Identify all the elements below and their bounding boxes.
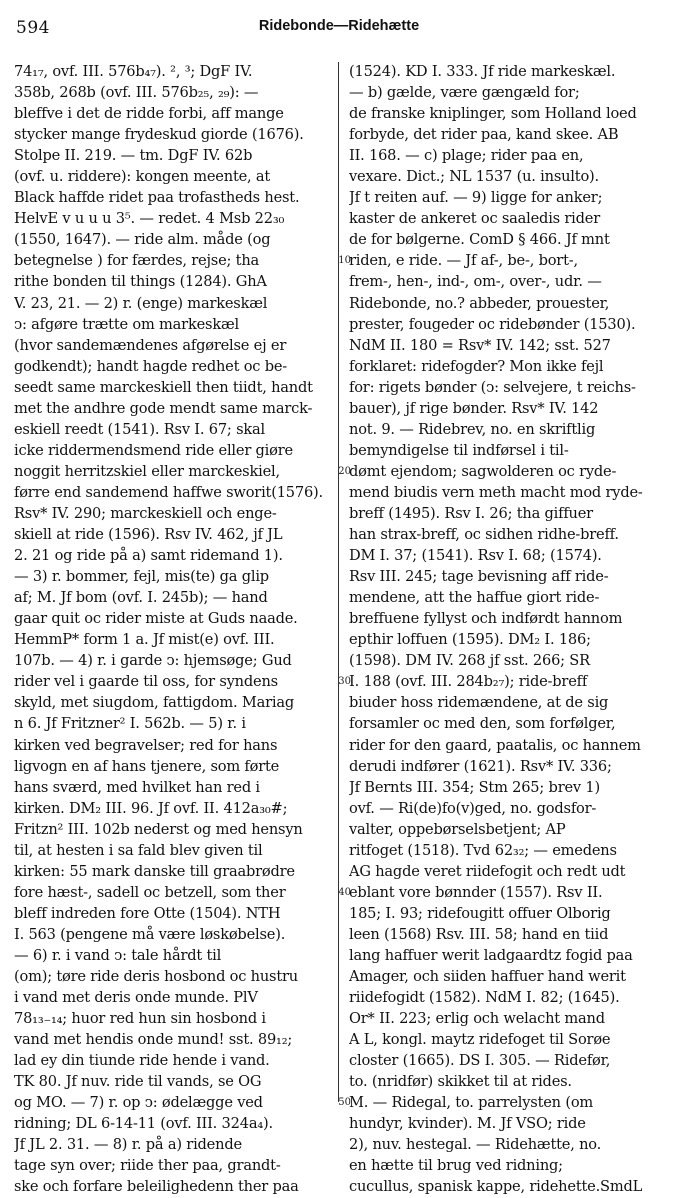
- right-column-line: AG hagde veret riidefogit och redt udt: [349, 862, 626, 880]
- right-column-line: — b) gælde, være gængæld for;: [349, 84, 580, 102]
- left-column-line: I. 563 (pengene må være løskøbelse).: [14, 925, 286, 943]
- left-column-line: ridning; DL 6-14-11 (ovf. III. 324a₄).: [14, 1115, 273, 1133]
- right-column-line: leen (1568) Rsv. III. 58; hand en tiid: [349, 925, 609, 943]
- right-column-line: valter, oppebørselsbetjent; AP: [349, 820, 566, 838]
- right-column-line: bauer), jf rige bønder. Rsv* IV. 142: [349, 399, 599, 417]
- right-column-line: Jf t reiten auf. — 9) ligge for anker;: [349, 189, 603, 207]
- left-column-line: lad ey din tiunde ride hende i vand.: [14, 1052, 270, 1070]
- line-number-marker: 10: [338, 255, 351, 267]
- right-column-line: hundyr, kvinder). M. Jf VSO; ride: [349, 1115, 586, 1133]
- right-column-line: vexare. Dict.; NL 1537 (u. insulto).: [349, 168, 599, 186]
- left-column-line: rithe bonden til things (1284). GhA: [14, 273, 267, 291]
- right-column-line: frem-, hen-, ind-, om-, over-, udr. —: [349, 273, 602, 291]
- left-column-line: icke riddermendsmend ride eller giøre: [14, 441, 293, 459]
- left-column-line: ske och forfare beleilighedenn ther paa: [14, 1178, 299, 1196]
- left-column-line: til, at hesten i sa fald blev given til: [14, 841, 263, 859]
- right-column-line: forbyde, det rider paa, kand skee. AB: [349, 126, 619, 144]
- left-column-line: rider vel i gaarde til oss, for syndens: [14, 673, 278, 691]
- left-column-line: kirken: 55 mark danske till graabrødre: [14, 862, 295, 880]
- right-column-line: de for bølgerne. ComD § 466. Jf mnt: [349, 231, 610, 249]
- left-column-line: 78₁₃₋₁₄; huor red hun sin hosbond i: [14, 1010, 266, 1028]
- left-column-line: seedt same marckeskiell then tiidt, handt: [14, 378, 313, 396]
- right-column-line: forklaret: ridefogder? Mon ikke fejl: [349, 357, 604, 375]
- left-column-line: bleff indreden fore Otte (1504). NTH: [14, 904, 281, 922]
- left-column-line: gaar quit oc rider miste at Guds naade.: [14, 610, 298, 628]
- right-column-line: A L, kongl. maytz ridefoget til Sorøe: [349, 1031, 611, 1049]
- left-column-line: — 6) r. i vand ↄ: tale hårdt til: [14, 946, 222, 964]
- right-column-line: Amager, och siiden haffuer hand werit: [349, 968, 626, 986]
- left-column-line: — 3) r. bommer, fejl, mis(te) ga glip: [14, 568, 269, 586]
- right-column-line: han strax-breff, oc sidhen ridhe-breff.: [349, 526, 619, 544]
- right-column-line: 185; I. 93; ridefougitt offuer Olborig: [349, 904, 611, 922]
- right-column-line: epthir loffuen (1595). DM₂ I. 186;: [349, 631, 591, 649]
- right-column-line: lang haffuer werit ladgaardtz fogid paa: [349, 946, 633, 964]
- left-column-line: (1550, 1647). — ride alm. måde (og: [14, 231, 271, 249]
- left-column-line: Fritzn² III. 102b nederst og med hensyn: [14, 820, 303, 838]
- right-column-line: (1598). DM IV. 268 jf sst. 266; SR: [349, 652, 590, 670]
- left-column-line: 107b. — 4) r. i garde ↄ: hjemsøge; Gud: [14, 652, 292, 670]
- left-column-line: og MO. — 7) r. op ↄ: ødelægge ved: [14, 1094, 263, 1112]
- left-column-line: ligvogn en af hans tjenere, som førte: [14, 757, 280, 775]
- right-column-line: mendene, att the haffue giort ride-: [349, 589, 600, 607]
- left-column-line: bleffve i det de ridde forbi, aff mange: [14, 105, 284, 123]
- left-column-line: tage syn over; riide ther paa, grandt-: [14, 1157, 281, 1175]
- left-column-line: skiell at ride (1596). Rsv IV. 462, jf JL: [14, 526, 283, 544]
- left-column-line: kirken. DM₂ III. 96. Jf ovf. II. 412a₃₀#;: [14, 799, 288, 817]
- left-column-line: 2. 21 og ride på a) samt ridemand 1).: [14, 547, 283, 565]
- right-column-line: derudi indfører (1621). Rsv* IV. 336;: [349, 757, 612, 775]
- right-column-line: DM I. 37; (1541). Rsv I. 68; (1574).: [349, 547, 602, 565]
- left-column: [14, 61, 330, 1198]
- left-column-line: i vand met deris onde munde. PlV: [14, 989, 258, 1007]
- left-column-line: ↄ: afgøre trætte om markeskæl: [14, 315, 239, 333]
- left-column-line: Rsv* IV. 290; marckeskiell och enge-: [14, 504, 277, 522]
- left-column-line: Black haffde ridet paa trofastheds hest.: [14, 189, 300, 207]
- left-column-line: godkendt); handt hagde redhet oc be-: [14, 357, 288, 375]
- left-column-line: (hvor sandemændenes afgørelse ej er: [14, 336, 287, 354]
- right-column-line: Jf Bernts III. 354; Stm 265; brev 1): [349, 778, 600, 796]
- right-column-line: forsamler oc med den, som forfølger,: [349, 715, 616, 733]
- left-column-line: fore hæst-, sadell oc betzell, som ther: [14, 883, 286, 901]
- right-column-line: bemyndigelse til indførsel i til-: [349, 441, 569, 459]
- left-column-line: V. 23, 21. — 2) r. (enge) markeskæl: [14, 294, 268, 312]
- right-column-line: riidefogidt (1582). NdM I. 82; (1645).: [349, 989, 620, 1007]
- running-head: Ridebonde—Ridehætte: [258, 18, 420, 34]
- right-column-line: en hætte til brug ved ridning;: [349, 1157, 563, 1175]
- left-column-line: Jf JL 2. 31. — 8) r. på a) ridende: [14, 1136, 242, 1154]
- right-column-line: for: rigets bønder (ↄ: selvejere, t reichs-: [349, 378, 636, 396]
- right-column: [349, 61, 665, 1198]
- line-number-marker: 50: [338, 1097, 351, 1109]
- page-header: [0, 14, 678, 42]
- left-column-line: kirken ved begravelser; red for hans: [14, 736, 278, 754]
- right-column-line: Or* II. 223; erlig och welacht mand: [349, 1010, 605, 1028]
- right-column-line: eblant vore bønnder (1557). Rsv II.: [349, 883, 603, 901]
- right-column-line: kaster de ankeret oc saaledis rider: [349, 210, 600, 228]
- left-column-line: stycker mange frydeskud giorde (1676).: [14, 126, 304, 144]
- left-column-line: hans sværd, med hvilket han red i: [14, 778, 260, 796]
- right-column-line: mend biudis vern meth macht mod ryde-: [349, 483, 643, 501]
- right-column-line: I. 188 (ovf. III. 284b₂₇); ride-breff: [349, 673, 588, 691]
- right-column-line: ritfoget (1518). Tvd 62₃₂; — emedens: [349, 841, 617, 859]
- right-column-line: closter (1665). DS I. 305. — Ridefør,: [349, 1052, 611, 1070]
- right-column-line: II. 168. — c) plage; rider paa en,: [349, 147, 584, 165]
- left-column-line: (ovf. u. riddere): kongen meente, at: [14, 168, 271, 186]
- right-column-line: de franske kniplinger, som Holland loed: [349, 105, 637, 123]
- right-column-line: dømt ejendom; sagwolderen oc ryde-: [349, 462, 617, 480]
- right-column-line: (1524). KD I. 333. Jf ride markeskæl.: [349, 63, 616, 80]
- right-column-line: breff (1495). Rsv I. 26; tha giffuer: [349, 504, 593, 522]
- line-number-marker: 20: [338, 465, 351, 477]
- right-column-line: riden, e ride. — Jf af-, be-, bort-,: [349, 252, 578, 270]
- right-column-line: ovf. — Ri(de)fo(v)ged, no. godsfor-: [349, 799, 597, 817]
- right-column-line: NdM II. 180 = Rsv* IV. 142; sst. 527: [349, 336, 611, 354]
- page-number: 594: [16, 18, 50, 38]
- right-column-line: prester, fougeder oc ridebønder (1530).: [349, 315, 636, 333]
- column-divider: [338, 62, 339, 1102]
- left-column-line: (om); tøre ride deris hosbond oc hustru: [14, 968, 298, 986]
- left-column-line: af; M. Jf bom (ovf. I. 245b); — hand: [14, 589, 268, 607]
- right-column-line: M. — Ridegal, to. parrelysten (om: [349, 1094, 594, 1112]
- left-column-line: eskiell reedt (1541). Rsv I. 67; skal: [14, 420, 265, 438]
- left-column-line: met the andhre gode mendt same marck-: [14, 399, 313, 417]
- right-column-line: not. 9. — Ridebrev, no. en skriftlig: [349, 420, 596, 438]
- right-column-line: Rsv III. 245; tage bevisning aff ride-: [349, 568, 609, 586]
- right-column-line: breffuene fyllyst och indførdt hannom: [349, 610, 623, 628]
- right-column-line: biuder hoss ridemændene, at de sig: [349, 694, 609, 712]
- left-column-line: HemmP* form 1 a. Jf mist(e) ovf. III.: [14, 631, 275, 649]
- left-column-line: 358b, 268b (ovf. III. 576b₂₅, ₂₉): —: [14, 84, 259, 102]
- right-column-line: rider for den gaard, paatalis, oc hannem: [349, 736, 641, 754]
- right-column-line: cucullus, spanisk kappe, ridehette.SmdL: [349, 1178, 643, 1196]
- left-column-line: n 6. Jf Fritzner² I. 562b. — 5) r. i: [14, 715, 246, 733]
- left-column-line: noggit herritzskiel eller marckeskiel,: [14, 462, 280, 480]
- left-column-line: vand met hendis onde mund! sst. 89₁₂;: [14, 1031, 293, 1049]
- left-column-line: skyld, met siugdom, fattigdom. Mariag: [14, 694, 295, 712]
- left-column-line: HelvE v u u u 3⁵. — redet. 4 Msb 22₃₀: [14, 210, 285, 228]
- left-column-line: 74₁₇, ovf. III. 576b₄₇). ², ³; DgF IV.: [14, 63, 253, 80]
- right-column-line: 2), nuv. hestegal. — Ridehætte, no.: [349, 1136, 602, 1154]
- line-number-marker: 40: [338, 886, 351, 898]
- right-column-line: Ridebonde, no.? abbeder, prouester,: [349, 294, 610, 312]
- left-column-line: Stolpe II. 219. — tm. DgF IV. 62b: [14, 147, 253, 165]
- right-column-line: to. (nridfør) skikket til at rides.: [349, 1073, 572, 1091]
- line-number-marker: 30: [338, 676, 351, 688]
- left-column-line: førre end sandemend haffwe sworit(1576).: [14, 483, 323, 501]
- left-column-line: betegnelse ) for færdes, rejse; tha: [14, 252, 260, 270]
- left-column-line: TK 80. Jf nuv. ride til vands, se OG: [14, 1073, 262, 1091]
